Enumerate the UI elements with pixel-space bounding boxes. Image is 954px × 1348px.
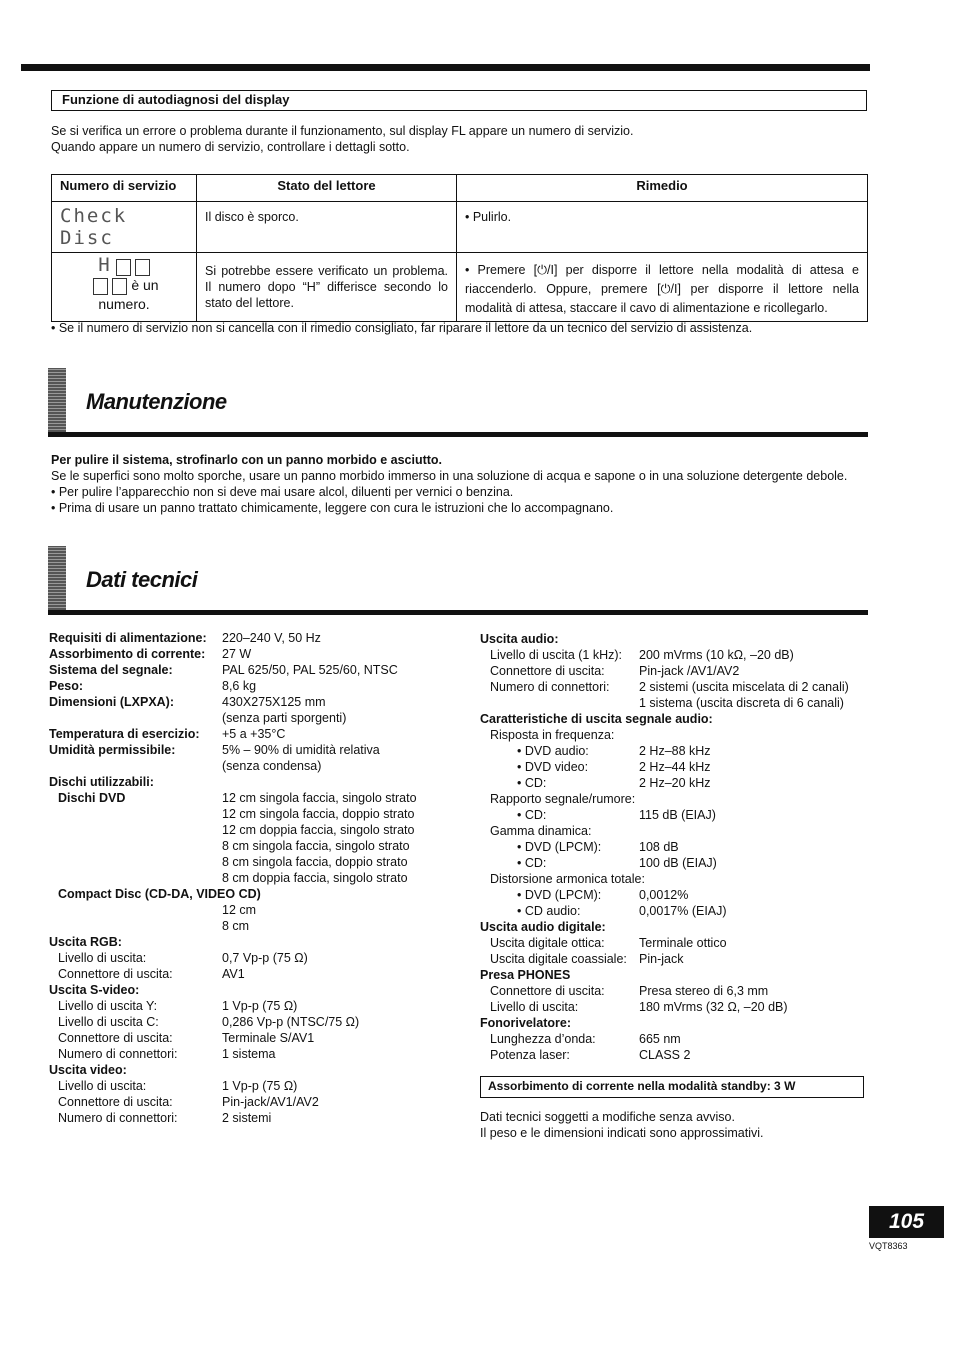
header-service-number: Numero di servizio <box>52 175 197 202</box>
spec-label: • CD audio: <box>517 904 581 918</box>
spec-value: 8 cm singola faccia, doppio strato <box>222 855 408 869</box>
section-tab-specs <box>48 546 66 610</box>
state-cell-2: Si potrebbe essere verificato un problema. Il numero dopo “H” differisce secondo lo stato del lettore. <box>197 253 457 322</box>
spec-value: 1 Vp-p (75 Ω) <box>222 999 298 1013</box>
spec-value: Pin-jack /AV1/AV2 <box>639 664 740 678</box>
spec-value: 665 nm <box>639 1032 681 1046</box>
spec-value: CLASS 2 <box>639 1048 691 1062</box>
spec-value: 8 cm doppia faccia, singolo strato <box>222 871 408 885</box>
specs-footnote-2: Il peso e le dimensioni indicati sono approssimativi. <box>480 1126 764 1140</box>
spec-value: 8,6 kg <box>222 679 257 693</box>
page-number: 105 <box>869 1206 944 1238</box>
spec-value: Pin-jack/AV1/AV2 <box>222 1095 319 1109</box>
spec-label: Gamma dinamica: <box>490 824 592 838</box>
spec-label: • DVD video: <box>517 760 589 774</box>
spec-value: 1 sistema (uscita discreta di 6 canali) <box>639 696 844 710</box>
spec-value: 12 cm doppia faccia, singolo strato <box>222 823 415 837</box>
spec-value: AV1 <box>222 967 245 981</box>
spec-value: 12 cm singola faccia, doppio strato <box>222 807 415 821</box>
spec-label: • CD: <box>517 776 547 790</box>
spec-label: Uscita audio digitale: <box>480 920 606 934</box>
specs-footnote-1: Dati tecnici soggetti a modifiche senza avviso. <box>480 1110 735 1124</box>
spec-value: 2 Hz–20 kHz <box>639 776 711 790</box>
spec-label: Connettore di uscita: <box>58 1031 173 1045</box>
spec-value: 0,0012% <box>639 888 689 902</box>
header-remedy: Rimedio <box>457 175 868 202</box>
spec-label: Potenza laser: <box>490 1048 570 1062</box>
spec-label: Lunghezza d’onda: <box>490 1032 596 1046</box>
spec-label: Uscita RGB: <box>49 935 122 949</box>
spec-label: • DVD (LPCM): <box>517 888 602 902</box>
spec-label: Livello di uscita: <box>58 951 147 965</box>
spec-value: 220–240 V, 50 Hz <box>222 631 321 645</box>
spec-value: 1 sistema <box>222 1047 276 1061</box>
digit-box-icon <box>135 259 150 276</box>
section-rule-specs <box>48 610 868 615</box>
spec-label: Requisiti di alimentazione: <box>49 631 207 645</box>
spec-label: Connettore di uscita: <box>58 967 173 981</box>
document-code: VQT8363 <box>869 1241 908 1251</box>
spec-value: 1 Vp-p (75 Ω) <box>222 1079 298 1093</box>
spec-label: Numero di connettori: <box>490 680 610 694</box>
spec-value: 200 mVrms (10 kΩ, –20 dB) <box>639 648 794 662</box>
spec-value: 0,7 Vp-p (75 Ω) <box>222 951 308 965</box>
service-cell-check-disc <box>52 202 197 253</box>
spec-value: 115 dB (EIAJ) <box>639 808 716 822</box>
spec-label: Assorbimento di corrente: <box>49 647 206 661</box>
diagnosis-intro-2: Quando appare un numero di servizio, controllare i dettagli sotto. <box>51 140 410 154</box>
top-rule <box>21 64 870 71</box>
spec-value: Terminale ottico <box>639 936 727 950</box>
section-rule-maintenance <box>48 432 868 437</box>
maintenance-line: Se le superfici sono molto sporche, usare un panno morbido immerso in una soluzione di acqua e sapone o in una soluzione detergente debole. <box>51 469 848 483</box>
spec-value: PAL 625/50, PAL 525/60, NTSC <box>222 663 398 677</box>
spec-value: 180 mVrms (32 Ω, –20 dB) <box>639 1000 788 1014</box>
state-cell-1: Il disco è sporco. <box>197 202 457 253</box>
spec-label: • DVD (LPCM): <box>517 840 602 854</box>
digit-box-icon <box>112 278 127 295</box>
spec-label: • DVD audio: <box>517 744 589 758</box>
spec-label: Numero di connettori: <box>58 1047 178 1061</box>
spec-label: Risposta in frequenza: <box>490 728 615 742</box>
service-number-table <box>51 174 868 322</box>
spec-value: 27 W <box>222 647 252 661</box>
spec-label: Livello di uscita: <box>490 1000 579 1014</box>
spec-label: Dimensioni (LXPXA): <box>49 695 175 709</box>
spec-value: 430X275X125 mm <box>222 695 326 709</box>
spec-value: Terminale S/AV1 <box>222 1031 315 1045</box>
spec-label: Presa PHONES <box>480 968 571 982</box>
diagnosis-note: • Se il numero di servizio non si cancella con il rimedio consigliato, far riparare il lettore da un tecnico del servizio di assistenza. <box>51 321 753 335</box>
spec-label: Distorsione armonica totale: <box>490 872 645 886</box>
spec-label: Uscita video: <box>49 1063 127 1077</box>
section-tab-maintenance <box>48 368 66 432</box>
service-suffix-2: numero. <box>98 296 150 312</box>
maintenance-title: Manutenzione <box>86 389 227 414</box>
standby-text: Assorbimento di corrente nella modalità standby: 3 W <box>488 1079 796 1093</box>
digit-box-icon <box>116 259 131 276</box>
spec-label: Sistema del segnale: <box>49 663 173 677</box>
spec-label: Livello di uscita (1 kHz): <box>490 648 622 662</box>
spec-label: Uscita S-video: <box>49 983 140 997</box>
spec-label: Rapporto segnale/rumore: <box>490 792 636 806</box>
spec-value: 5% – 90% di umidità relativa <box>222 743 380 757</box>
maintenance-bullet-2: • Prima di usare un panno trattato chimicamente, leggere con cura le istruzioni che lo accompagnano. <box>51 501 614 515</box>
remedy-cell-1: • Pulirlo. <box>457 202 868 253</box>
spec-label: Livello di uscita: <box>58 1079 147 1093</box>
spec-label: Fonorivelatore: <box>480 1016 571 1030</box>
spec-label: • CD: <box>517 856 547 870</box>
diagnosis-intro-1: Se si verifica un errore o problema durante il funzionamento, sul display FL appare un numero di servizio. <box>51 124 634 138</box>
check-disc-display: Check Disc <box>60 205 128 249</box>
spec-label: • CD: <box>517 808 547 822</box>
spec-label: Dischi DVD <box>58 791 126 805</box>
spec-label: Numero di connettori: <box>58 1111 178 1125</box>
h-display: H <box>98 254 112 276</box>
spec-value: 8 cm singola faccia, singolo strato <box>222 839 410 853</box>
spec-label: Uscita audio: <box>480 632 559 646</box>
spec-value: 12 cm singola faccia, singolo strato <box>222 791 417 805</box>
spec-value: 2 Hz–44 kHz <box>639 760 711 774</box>
service-cell-h-number <box>52 253 197 322</box>
spec-label: Uscita digitale ottica: <box>490 936 605 950</box>
spec-value: 2 sistemi <box>222 1111 272 1125</box>
spec-value: 100 dB (EIAJ) <box>639 856 717 870</box>
spec-value: (senza condensa) <box>222 759 322 773</box>
diagnosis-title: Funzione di autodiagnosi del display <box>62 92 290 107</box>
spec-value: 108 dB <box>639 840 679 854</box>
service-suffix: è un <box>131 277 159 293</box>
spec-label: Livello di uscita C: <box>58 1015 159 1029</box>
spec-value: Presa stereo di 6,3 mm <box>639 984 769 998</box>
spec-label: Dischi utilizzabili: <box>49 775 154 789</box>
spec-value: 2 sistemi (uscita miscelata di 2 canali) <box>639 680 849 694</box>
spec-label: Peso: <box>49 679 84 693</box>
spec-label: Compact Disc (CD-DA, VIDEO CD) <box>58 887 261 901</box>
spec-label: Temperatura di esercizio: <box>49 727 200 741</box>
spec-label: Livello di uscita Y: <box>58 999 158 1013</box>
maintenance-bullet-1: • Per pulire l’apparecchio non si deve mai usare alcol, diluenti per vernici o benzina. <box>51 485 514 499</box>
spec-label: Connettore di uscita: <box>58 1095 173 1109</box>
remedy-cell-2: • Premere [⏻/I] per disporre il lettore nella modalità di attesa e riaccenderlo. Oppure, premere [⏻/I] per disporre il lettore nella modalità di attesa, staccare il cavo di alimentazione e ricollegarlo. <box>457 253 868 322</box>
spec-value: 0,0017% (EIAJ) <box>639 904 727 918</box>
spec-label: Caratteristiche di uscita segnale audio: <box>480 712 713 726</box>
spec-label: Umidità permissibile: <box>49 743 176 757</box>
spec-value: 0,286 Vp-p (NTSC/75 Ω) <box>222 1015 360 1029</box>
spec-value: (senza parti sporgenti) <box>222 711 347 725</box>
spec-value: 8 cm <box>222 919 250 933</box>
spec-label: Uscita digitale coassiale: <box>490 952 627 966</box>
spec-value: 12 cm <box>222 903 257 917</box>
spec-value: 2 Hz–88 kHz <box>639 744 711 758</box>
digit-box-icon <box>93 278 108 295</box>
spec-value: +5 a +35°C <box>222 727 286 741</box>
spec-label: Connettore di uscita: <box>490 664 605 678</box>
spec-value: Pin-jack <box>639 952 684 966</box>
specs-title: Dati tecnici <box>86 567 198 592</box>
maintenance-lead: Per pulire il sistema, strofinarlo con un panno morbido e asciutto. <box>51 453 443 467</box>
header-player-state: Stato del lettore <box>197 175 457 202</box>
spec-label: Connettore di uscita: <box>490 984 605 998</box>
